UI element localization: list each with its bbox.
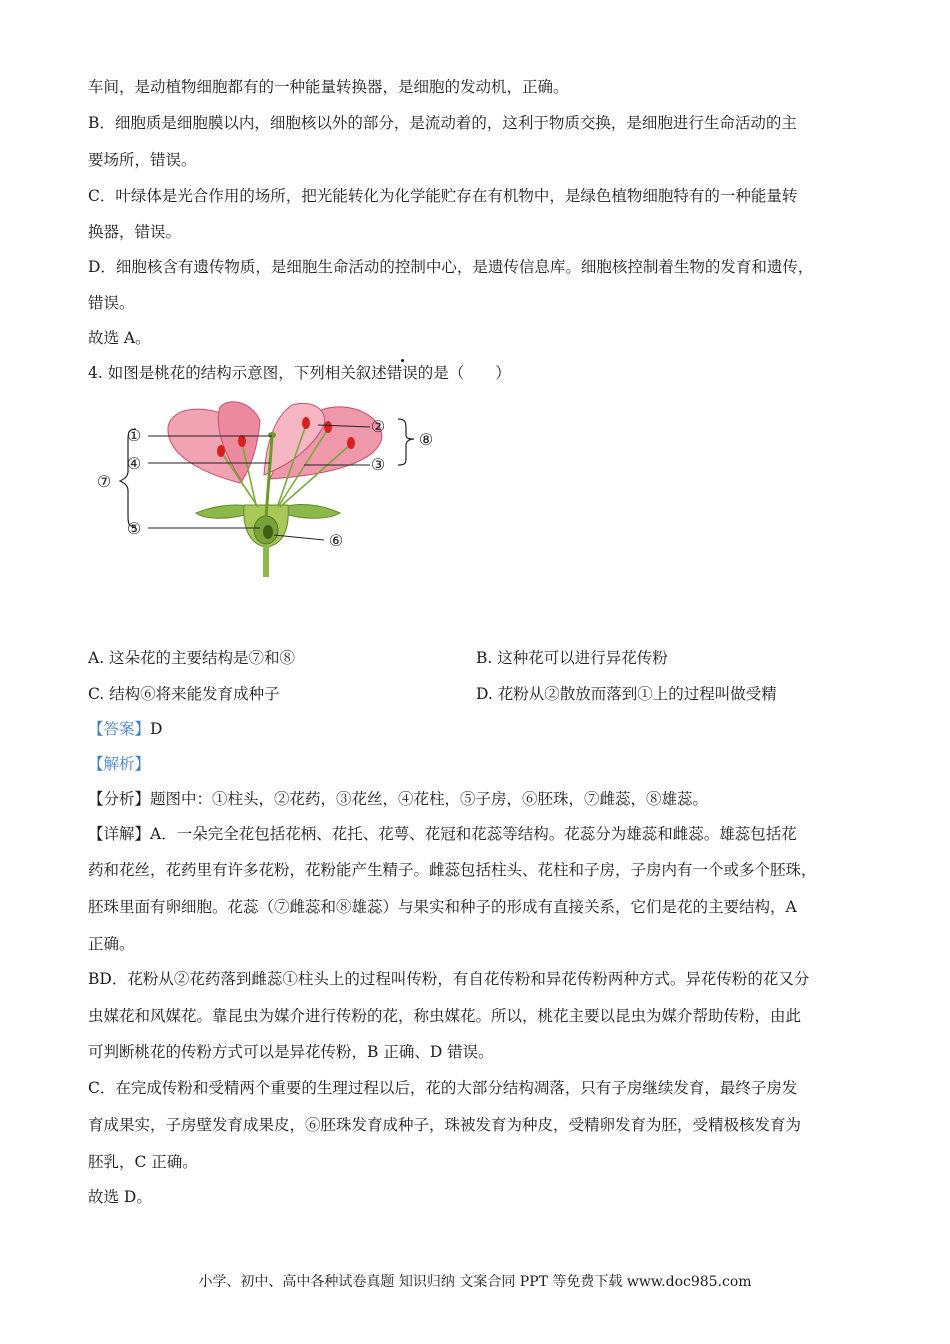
analysis-tag: 【解析】 — [88, 755, 151, 773]
label-anther: ② — [370, 417, 386, 436]
label-ovule: ⑥ — [328, 531, 344, 550]
anther — [324, 421, 332, 433]
detail-line: 正确。 — [88, 935, 135, 953]
explanation-line: D．细胞核含有遗传物质，是细胞生命活动的控制中心，是遗传信息库。细胞核控制着生物的发育和遗传， — [88, 258, 814, 276]
detail-text: A．一朵完全花包括花柄、花托、花萼、花冠和花蕊等结构。花蕊分为雄蕊和雌蕊。雄蕊包括花 — [150, 825, 797, 843]
question-prefix: 4. 如图是桃花的结构示意图，下列相关叙述 — [88, 364, 387, 382]
peduncle — [263, 545, 269, 577]
explanation-line: 要场所，错误。 — [88, 151, 197, 169]
answer-tag: 【答案】 — [88, 720, 151, 738]
peach-flower-diagram — [92, 395, 452, 585]
conclusion-line: 故选 D。 — [88, 1188, 152, 1206]
detail-line: 育成果实，子房壁发育成果皮，⑥胚珠发育成种子，珠被发育为种皮，受精卵发育为胚，受精极核发育为 — [88, 1116, 802, 1134]
label-stamen: ⑧ — [418, 430, 434, 449]
label-style: ④ — [126, 454, 142, 473]
fenxi-text: 题图中：①柱头，②花药，③花丝，④花柱，⑤子房，⑥胚珠，⑦雌蕊，⑧雄蕊。 — [150, 790, 709, 808]
stamen-brace — [398, 419, 414, 465]
detail-line: 虫媒花和风媒花。靠昆虫为媒介进行传粉的花，称虫媒花。所以，桃花主要以昆虫为媒介帮助传粉，由此 — [88, 1007, 802, 1025]
label-filament: ③ — [370, 455, 386, 474]
option-c: C. 结构⑥将来能发育成种子 — [88, 685, 280, 703]
fenxi-line — [88, 789, 708, 809]
anther — [217, 445, 225, 457]
detail-line: 可判断桃花的传粉方式可以是异花传粉，B 正确、D 错误。 — [88, 1043, 494, 1061]
option-d: D. 花粉从②散放而落到①上的过程叫做受精 — [476, 685, 777, 703]
explanation-line: 车间，是动植物细胞都有的一种能量转换器，是细胞的发动机，正确。 — [88, 78, 569, 96]
question-stem — [88, 363, 511, 383]
conclusion-line: 故选 A。 — [88, 329, 151, 347]
fenxi-tag: 【分析】 — [88, 790, 151, 808]
right-sepal — [282, 505, 340, 519]
option-a: A. 这朵花的主要结构是⑦和⑧ — [88, 649, 296, 667]
option-b: B. 这种花可以进行异花传粉 — [476, 649, 668, 667]
explanation-line: B．细胞质是细胞膜以内，细胞核以外的部分，是流动着的，这利于物质交换，是细胞进行生命活动的主 — [88, 114, 797, 132]
anther — [302, 417, 310, 429]
ovule — [263, 525, 273, 539]
answer-line — [88, 719, 162, 739]
detail-line: 胚珠里面有卵细胞。花蕊（⑦雌蕊和⑧雄蕊）与果实和种子的形成有直接关系，它们是花的主要结构，A — [88, 898, 797, 916]
explanation-line: C．叶绿体是光合作用的场所，把光能转化为化学能贮存在有机物中，是绿色植物细胞特有的一种能量转 — [88, 187, 798, 205]
anther — [347, 437, 355, 449]
detail-line: C．在完成传粉和受精两个重要的生理过程以后，花的大部分结构凋落，只有子房继续发育，最终子房发 — [88, 1079, 798, 1097]
detail-tag: 【详解】 — [88, 825, 151, 843]
anther — [238, 435, 246, 447]
answer-value: D — [150, 720, 163, 738]
detail-line — [88, 824, 797, 844]
detail-line: 胚乳，C 正确。 — [88, 1153, 198, 1171]
explanation-line: 换器，错误。 — [88, 223, 182, 241]
detail-line: 药和花丝，花药里有许多花粉，花粉能产生精子。雌蕊包括柱头、花柱和子房，子房内有一个或多个胚珠， — [88, 861, 817, 879]
page-footer: 小学、初中、高中各种试卷真题 知识归纳 文案合同 PPT 等免费下载 www.doc985.com — [198, 1274, 752, 1290]
question-suffix: 的是（ ） — [417, 364, 511, 382]
label-stigma: ① — [126, 426, 142, 445]
label-pistil: ⑦ — [96, 472, 112, 491]
explanation-line: 错误。 — [88, 294, 135, 312]
question-emphasis: 错误 — [386, 364, 418, 382]
label-ovary: ⑤ — [126, 519, 142, 538]
stigma — [268, 432, 276, 438]
detail-line: BD．花粉从②花药落到雌蕊①柱头上的过程叫传粉，有自花传粉和异花传粉两种方式。异花传粉的花又分 — [88, 970, 810, 988]
